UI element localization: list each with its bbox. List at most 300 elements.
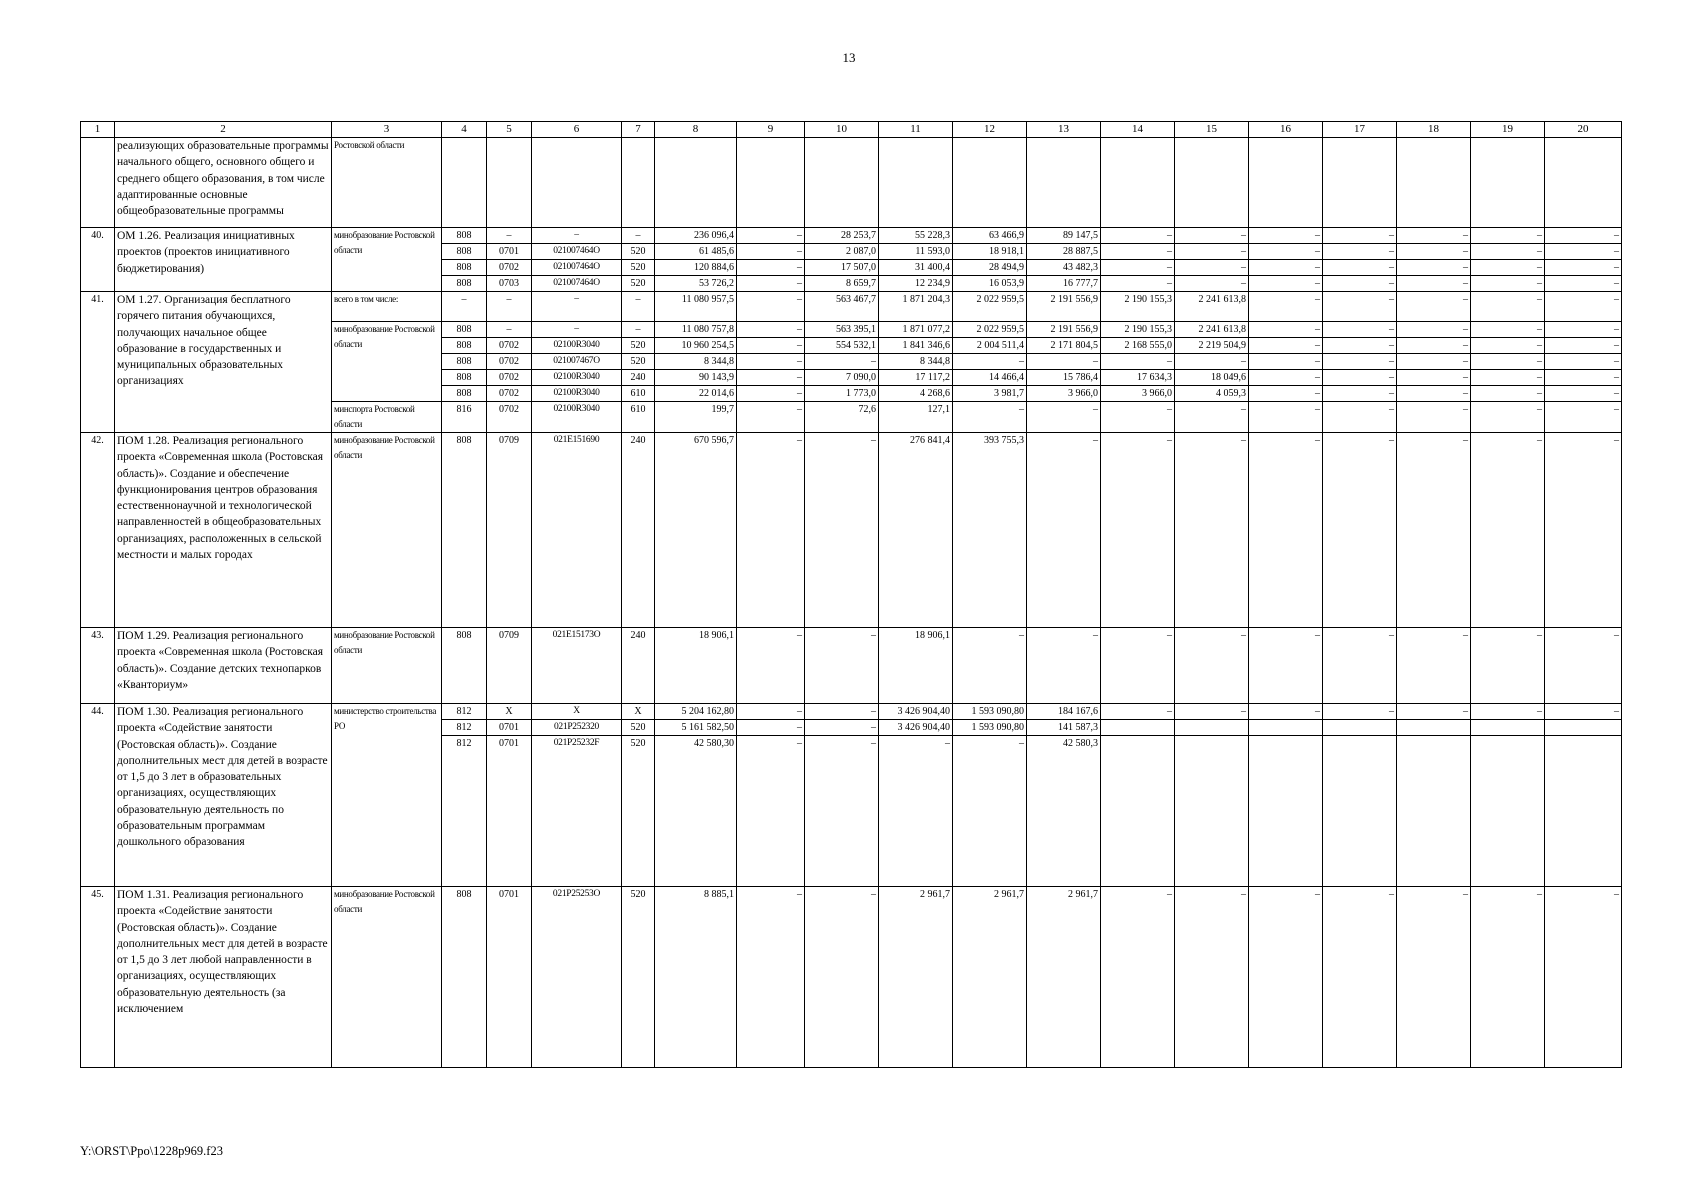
- value-cell: –: [487, 292, 532, 322]
- row-number-cell: 43.: [81, 628, 115, 704]
- value-cell: –: [1397, 354, 1471, 370]
- value-cell: 02100R3040: [532, 386, 622, 402]
- value-cell: 2 241 613,8: [1175, 322, 1249, 338]
- value-cell: 28 887,5: [1027, 244, 1101, 260]
- value-cell: –: [805, 736, 879, 887]
- header-cell: 12: [953, 122, 1027, 138]
- value-cell: 808: [442, 628, 487, 704]
- header-cell: 3: [332, 122, 442, 138]
- value-cell: 2 190 155,3: [1101, 322, 1175, 338]
- value-cell: X: [487, 704, 532, 720]
- value-cell: –: [737, 433, 805, 628]
- value-cell: 02100R3040: [532, 402, 622, 433]
- value-cell: –: [1249, 370, 1323, 386]
- value-cell: –: [1101, 628, 1175, 704]
- value-cell: 240: [622, 370, 655, 386]
- value-cell: –: [805, 704, 879, 720]
- value-cell: 670 596,7: [655, 433, 737, 628]
- value-cell: –: [1397, 260, 1471, 276]
- value-cell: [1249, 736, 1323, 887]
- header-cell: 9: [737, 122, 805, 138]
- value-cell: –: [1249, 338, 1323, 354]
- value-cell: 90 143,9: [655, 370, 737, 386]
- value-cell: [1175, 720, 1249, 736]
- value-cell: –: [1249, 386, 1323, 402]
- row-number-cell: 42.: [81, 433, 115, 628]
- value-cell: [879, 138, 953, 228]
- value-cell: X: [622, 704, 655, 720]
- executor-cell: минобразование Ростовской области: [332, 228, 442, 292]
- value-cell: –: [622, 322, 655, 338]
- value-cell: –: [1397, 292, 1471, 322]
- value-cell: 0709: [487, 433, 532, 628]
- value-cell: –: [532, 322, 622, 338]
- value-cell: 2 022 959,5: [953, 292, 1027, 322]
- executor-cell: минобразование Ростовской области: [332, 322, 442, 402]
- value-cell: 2 171 804,5: [1027, 338, 1101, 354]
- value-cell: –: [737, 228, 805, 244]
- header-cell: 4: [442, 122, 487, 138]
- executor-cell: министерство строительства РО: [332, 704, 442, 887]
- value-cell: 1 871 077,2: [879, 322, 953, 338]
- value-cell: 0702: [487, 338, 532, 354]
- description-cell: реализующих образовательные программы начального общего, основного общего и среднего общего образования, в том числе адаптированные основные общеобразовательные программы: [115, 138, 332, 228]
- table-row: [81, 628, 1622, 704]
- value-cell: 8 885,1: [655, 887, 737, 1068]
- value-cell: 17 507,0: [805, 260, 879, 276]
- value-cell: 17 117,2: [879, 370, 953, 386]
- value-cell: [805, 138, 879, 228]
- value-cell: –: [1397, 244, 1471, 260]
- header-cell: 16: [1249, 122, 1323, 138]
- value-cell: –: [1101, 704, 1175, 720]
- value-cell: –: [805, 887, 879, 1068]
- value-cell: –: [1101, 354, 1175, 370]
- value-cell: –: [1175, 244, 1249, 260]
- value-cell: 8 344,8: [879, 354, 953, 370]
- value-cell: 1 871 204,3: [879, 292, 953, 322]
- executor-cell: минобразование Ростовской области: [332, 628, 442, 704]
- value-cell: –: [953, 354, 1027, 370]
- value-cell: 808: [442, 354, 487, 370]
- value-cell: –: [737, 338, 805, 354]
- value-cell: 808: [442, 322, 487, 338]
- value-cell: 2 219 504,9: [1175, 338, 1249, 354]
- value-cell: –: [1175, 704, 1249, 720]
- value-cell: 1 841 346,6: [879, 338, 953, 354]
- executor-cell: Ростовской области: [332, 138, 442, 228]
- value-cell: –: [1323, 887, 1397, 1068]
- value-cell: [1175, 138, 1249, 228]
- value-cell: –: [1545, 338, 1622, 354]
- value-cell: –: [1397, 628, 1471, 704]
- value-cell: 1 773,0: [805, 386, 879, 402]
- value-cell: 563 467,7: [805, 292, 879, 322]
- description-cell: ОМ 1.27. Организация бесплатного горячего питания обучающихся, получающих начальное общее образование в государственных и муниципальных образовательных организациях: [115, 292, 332, 433]
- value-cell: 3 966,0: [1027, 386, 1101, 402]
- value-cell: [1397, 138, 1471, 228]
- value-cell: 02100R3040: [532, 338, 622, 354]
- value-cell: –: [737, 736, 805, 887]
- value-cell: –: [622, 292, 655, 322]
- value-cell: –: [1249, 228, 1323, 244]
- description-cell: ПОМ 1.28. Реализация регионального проекта «Современная школа (Ростовская область)». Создание и обеспечение функционирования центров образования естественнонаучной и технологической направленностей в общеобразовательных организациях, расположенных в сельской местности и малых городах: [115, 433, 332, 628]
- value-cell: 2 087,0: [805, 244, 879, 260]
- value-cell: –: [1101, 887, 1175, 1068]
- value-cell: –: [1397, 322, 1471, 338]
- value-cell: –: [1545, 244, 1622, 260]
- value-cell: –: [737, 386, 805, 402]
- value-cell: [1397, 736, 1471, 887]
- value-cell: 8 344,8: [655, 354, 737, 370]
- value-cell: [1323, 138, 1397, 228]
- value-cell: –: [1027, 433, 1101, 628]
- value-cell: 520: [622, 354, 655, 370]
- value-cell: [1027, 138, 1101, 228]
- value-cell: –: [1323, 628, 1397, 704]
- row-number-cell: 44.: [81, 704, 115, 887]
- value-cell: 14 466,4: [953, 370, 1027, 386]
- value-cell: –: [1323, 338, 1397, 354]
- value-cell: –: [1471, 322, 1545, 338]
- value-cell: [1545, 720, 1622, 736]
- value-cell: –: [1101, 433, 1175, 628]
- value-cell: –: [1397, 276, 1471, 292]
- value-cell: –: [1323, 276, 1397, 292]
- value-cell: –: [1545, 887, 1622, 1068]
- value-cell: –: [1545, 628, 1622, 704]
- value-cell: –: [1249, 244, 1323, 260]
- value-cell: [1101, 138, 1175, 228]
- value-cell: –: [1471, 433, 1545, 628]
- table-row: [81, 704, 1622, 720]
- value-cell: –: [1101, 402, 1175, 433]
- value-cell: [532, 138, 622, 228]
- value-cell: –: [1471, 386, 1545, 402]
- description-cell: ОМ 1.26. Реализация инициативных проектов (проектов инициативного бюджетирования): [115, 228, 332, 292]
- value-cell: 199,7: [655, 402, 737, 433]
- value-cell: 236 096,4: [655, 228, 737, 244]
- value-cell: 16 777,7: [1027, 276, 1101, 292]
- value-cell: [622, 138, 655, 228]
- value-cell: 563 395,1: [805, 322, 879, 338]
- value-cell: 3 981,7: [953, 386, 1027, 402]
- value-cell: –: [1027, 402, 1101, 433]
- value-cell: –: [1545, 322, 1622, 338]
- value-cell: [1249, 720, 1323, 736]
- value-cell: 72,6: [805, 402, 879, 433]
- value-cell: 021P252320: [532, 720, 622, 736]
- value-cell: 10 960 254,5: [655, 338, 737, 354]
- value-cell: 520: [622, 244, 655, 260]
- value-cell: –: [1175, 433, 1249, 628]
- value-cell: 610: [622, 386, 655, 402]
- value-cell: –: [1397, 386, 1471, 402]
- value-cell: [1101, 720, 1175, 736]
- value-cell: 4 268,6: [879, 386, 953, 402]
- value-cell: 0702: [487, 370, 532, 386]
- executor-cell: минспорта Ростовской области: [332, 402, 442, 433]
- value-cell: –: [1323, 370, 1397, 386]
- value-cell: –: [1545, 292, 1622, 322]
- value-cell: –: [1545, 354, 1622, 370]
- value-cell: 808: [442, 370, 487, 386]
- footer-file-path: Y:\ORST\Ppo\1228p969.f23: [80, 1144, 223, 1158]
- value-cell: [1101, 736, 1175, 887]
- value-cell: 816: [442, 402, 487, 433]
- value-cell: –: [1175, 402, 1249, 433]
- value-cell: 43 482,3: [1027, 260, 1101, 276]
- value-cell: –: [1545, 402, 1622, 433]
- header-cell: 15: [1175, 122, 1249, 138]
- value-cell: 1 593 090,80: [953, 720, 1027, 736]
- value-cell: 5 161 582,50: [655, 720, 737, 736]
- value-cell: 0701: [487, 887, 532, 1068]
- value-cell: 18 918,1: [953, 244, 1027, 260]
- value-cell: –: [1249, 402, 1323, 433]
- value-cell: 0702: [487, 354, 532, 370]
- header-cell: 18: [1397, 122, 1471, 138]
- value-cell: –: [1175, 276, 1249, 292]
- value-cell: 3 426 904,40: [879, 720, 953, 736]
- value-cell: –: [737, 628, 805, 704]
- value-cell: 021P25232F: [532, 736, 622, 887]
- value-cell: 0703: [487, 276, 532, 292]
- value-cell: –: [1545, 370, 1622, 386]
- value-cell: –: [532, 292, 622, 322]
- value-cell: 2 191 556,9: [1027, 292, 1101, 322]
- value-cell: –: [1471, 628, 1545, 704]
- value-cell: 28 253,7: [805, 228, 879, 244]
- value-cell: [1545, 736, 1622, 887]
- value-cell: 1 593 090,80: [953, 704, 1027, 720]
- value-cell: 520: [622, 887, 655, 1068]
- row-number-cell: 40.: [81, 228, 115, 292]
- value-cell: –: [1323, 322, 1397, 338]
- value-cell: [1471, 138, 1545, 228]
- value-cell: –: [1249, 260, 1323, 276]
- value-cell: –: [1471, 704, 1545, 720]
- value-cell: 11 080 757,8: [655, 322, 737, 338]
- value-cell: 812: [442, 720, 487, 736]
- value-cell: 120 884,6: [655, 260, 737, 276]
- value-cell: –: [737, 292, 805, 322]
- value-cell: 808: [442, 338, 487, 354]
- value-cell: 554 532,1: [805, 338, 879, 354]
- value-cell: 8 659,7: [805, 276, 879, 292]
- value-cell: [737, 138, 805, 228]
- value-cell: –: [442, 292, 487, 322]
- value-cell: –: [1471, 228, 1545, 244]
- value-cell: 0702: [487, 402, 532, 433]
- value-cell: 808: [442, 386, 487, 402]
- value-cell: –: [805, 628, 879, 704]
- value-cell: –: [487, 228, 532, 244]
- value-cell: –: [1397, 402, 1471, 433]
- value-cell: 55 228,3: [879, 228, 953, 244]
- value-cell: –: [737, 720, 805, 736]
- value-cell: [442, 138, 487, 228]
- value-cell: –: [1545, 433, 1622, 628]
- value-cell: 520: [622, 260, 655, 276]
- value-cell: 808: [442, 244, 487, 260]
- value-cell: –: [1323, 244, 1397, 260]
- value-cell: –: [1397, 370, 1471, 386]
- value-cell: 4 059,3: [1175, 386, 1249, 402]
- value-cell: 53 726,2: [655, 276, 737, 292]
- value-cell: 31 400,4: [879, 260, 953, 276]
- value-cell: –: [1545, 386, 1622, 402]
- value-cell: –: [737, 276, 805, 292]
- value-cell: 18 906,1: [879, 628, 953, 704]
- header-cell: 1: [81, 122, 115, 138]
- value-cell: 18 906,1: [655, 628, 737, 704]
- value-cell: [1249, 138, 1323, 228]
- value-cell: 16 053,9: [953, 276, 1027, 292]
- value-cell: 0709: [487, 628, 532, 704]
- value-cell: –: [1249, 276, 1323, 292]
- value-cell: [1323, 736, 1397, 887]
- value-cell: –: [1323, 292, 1397, 322]
- value-cell: –: [953, 736, 1027, 887]
- value-cell: –: [1249, 292, 1323, 322]
- value-cell: –: [1323, 228, 1397, 244]
- value-cell: [1545, 138, 1622, 228]
- value-cell: 021007464О: [532, 260, 622, 276]
- header-row: [81, 122, 1622, 138]
- value-cell: 7 090,0: [805, 370, 879, 386]
- value-cell: –: [1545, 704, 1622, 720]
- value-cell: 184 167,6: [1027, 704, 1101, 720]
- value-cell: 0701: [487, 736, 532, 887]
- value-cell: 2 004 511,4: [953, 338, 1027, 354]
- value-cell: 42 580,3: [1027, 736, 1101, 887]
- value-cell: 15 786,4: [1027, 370, 1101, 386]
- value-cell: –: [737, 402, 805, 433]
- value-cell: –: [1545, 260, 1622, 276]
- value-cell: –: [805, 433, 879, 628]
- row-number-cell: 41.: [81, 292, 115, 433]
- value-cell: –: [1471, 354, 1545, 370]
- value-cell: –: [1471, 370, 1545, 386]
- value-cell: –: [737, 704, 805, 720]
- value-cell: –: [737, 260, 805, 276]
- value-cell: –: [1323, 704, 1397, 720]
- value-cell: –: [1397, 433, 1471, 628]
- value-cell: –: [1471, 887, 1545, 1068]
- value-cell: –: [487, 322, 532, 338]
- table-row: [81, 292, 1622, 322]
- value-cell: –: [1101, 276, 1175, 292]
- value-cell: –: [1249, 704, 1323, 720]
- value-cell: –: [1101, 228, 1175, 244]
- value-cell: –: [1471, 276, 1545, 292]
- value-cell: –: [1397, 887, 1471, 1068]
- value-cell: [1323, 720, 1397, 736]
- value-cell: [487, 138, 532, 228]
- value-cell: –: [805, 354, 879, 370]
- value-cell: –: [1249, 887, 1323, 1068]
- value-cell: 127,1: [879, 402, 953, 433]
- value-cell: 2 168 555,0: [1101, 338, 1175, 354]
- value-cell: 42 580,30: [655, 736, 737, 887]
- value-cell: 276 841,4: [879, 433, 953, 628]
- value-cell: [655, 138, 737, 228]
- value-cell: 021007467О: [532, 354, 622, 370]
- value-cell: –: [953, 402, 1027, 433]
- header-cell: 10: [805, 122, 879, 138]
- value-cell: 240: [622, 628, 655, 704]
- value-cell: 11 593,0: [879, 244, 953, 260]
- value-cell: 808: [442, 228, 487, 244]
- value-cell: 89 147,5: [1027, 228, 1101, 244]
- value-cell: [1397, 720, 1471, 736]
- value-cell: 021E151690: [532, 433, 622, 628]
- table-row: [81, 433, 1622, 628]
- value-cell: –: [1175, 228, 1249, 244]
- value-cell: 63 466,9: [953, 228, 1027, 244]
- value-cell: 021007464О: [532, 276, 622, 292]
- value-cell: –: [1471, 244, 1545, 260]
- value-cell: 240: [622, 433, 655, 628]
- value-cell: 0702: [487, 260, 532, 276]
- value-cell: 5 204 162,80: [655, 704, 737, 720]
- executor-cell: минобразование Ростовской области: [332, 887, 442, 1068]
- budget-table: [80, 121, 1622, 1068]
- header-cell: 19: [1471, 122, 1545, 138]
- value-cell: 021P25253О: [532, 887, 622, 1068]
- value-cell: –: [1175, 628, 1249, 704]
- row-number-cell: [81, 138, 115, 228]
- value-cell: –: [1323, 354, 1397, 370]
- value-cell: 3 426 904,40: [879, 704, 953, 720]
- value-cell: 2 022 959,5: [953, 322, 1027, 338]
- value-cell: X: [532, 704, 622, 720]
- value-cell: 2 961,7: [1027, 887, 1101, 1068]
- value-cell: –: [1397, 704, 1471, 720]
- value-cell: –: [1101, 260, 1175, 276]
- value-cell: –: [1027, 354, 1101, 370]
- value-cell: –: [1323, 260, 1397, 276]
- value-cell: –: [532, 228, 622, 244]
- header-cell: 7: [622, 122, 655, 138]
- value-cell: –: [737, 244, 805, 260]
- header-cell: 8: [655, 122, 737, 138]
- value-cell: –: [737, 322, 805, 338]
- value-cell: 610: [622, 402, 655, 433]
- description-cell: ПОМ 1.31. Реализация регионального проекта «Содействие занятости (Ростовская область)». Создание дополнительных мест для детей в возрасте от 1,5 до 3 лет любой направленности в организациях, осуществляющих образовательную деятельность (за исключением: [115, 887, 332, 1068]
- value-cell: [1471, 720, 1545, 736]
- value-cell: –: [1471, 260, 1545, 276]
- value-cell: 2 961,7: [879, 887, 953, 1068]
- value-cell: 02100R3040: [532, 370, 622, 386]
- value-cell: –: [737, 887, 805, 1068]
- value-cell: 22 014,6: [655, 386, 737, 402]
- row-number-cell: 45.: [81, 887, 115, 1068]
- value-cell: –: [1471, 338, 1545, 354]
- value-cell: 520: [622, 736, 655, 887]
- value-cell: 2 961,7: [953, 887, 1027, 1068]
- value-cell: 2 191 556,9: [1027, 322, 1101, 338]
- value-cell: 808: [442, 433, 487, 628]
- header-cell: 14: [1101, 122, 1175, 138]
- value-cell: 808: [442, 260, 487, 276]
- value-cell: 812: [442, 736, 487, 887]
- value-cell: [953, 138, 1027, 228]
- value-cell: –: [1471, 292, 1545, 322]
- header-cell: 20: [1545, 122, 1622, 138]
- value-cell: 520: [622, 720, 655, 736]
